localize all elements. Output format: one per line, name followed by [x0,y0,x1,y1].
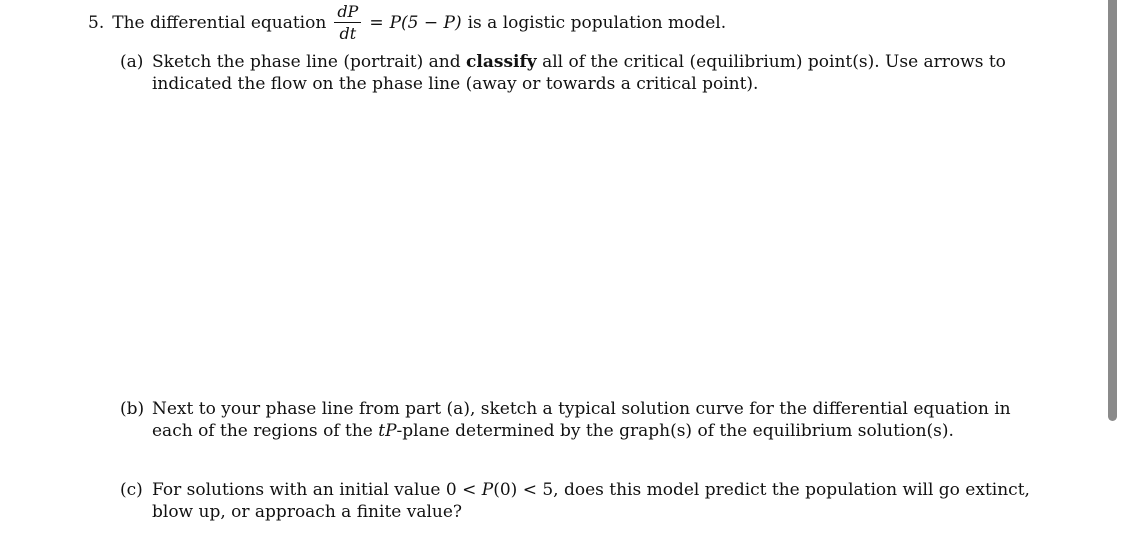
part-c-text [152,479,1055,523]
problem-statement [88,2,726,44]
equals-sign: = [369,13,384,33]
part-b [120,398,1055,442]
problem-intro: The differential equation [112,13,327,33]
problem-number: 5. [88,13,105,33]
part-c [120,479,1055,523]
part-b-ital: tP [378,421,397,441]
derivative-fraction [334,4,361,42]
part-c-label: (c) [120,480,143,500]
part-b-text-2: -plane determined by the graph(s) of the equilibrium solution(s). [396,421,954,441]
fraction-numerator: dP [334,4,361,23]
fraction-denominator: dt [339,24,357,43]
part-b-label: (b) [120,399,145,419]
part-a-text-2: all of the critical (equilibrium) point(s). Use arrows to indicated the flow on the phase line (away or towards a critical point). [152,52,1006,94]
part-b-text [152,398,1055,442]
part-c-text-1: For solutions with an initial value 0 < [152,480,482,500]
problem-tail: is a logistic population model. [467,13,727,33]
equation-rhs: P(5 − P) [389,13,462,33]
part-a-text-1: Sketch the phase line (portrait) and [152,52,467,72]
part-a-label: (a) [120,52,144,72]
part-a-bold: classify [466,52,537,72]
vertical-scrollbar[interactable] [1108,0,1117,421]
part-a-text [152,51,1055,95]
part-a [120,51,1055,95]
part-c-ital: P [481,480,494,500]
part-c-text-2: (0) < 5, does this model predict the population will go extinct, blow up, or approach a finite value? [152,480,1030,522]
part-b-text-1: Next to your phase line from part (a), sketch a typical solution curve for the differential equation in each of the regions of the [152,399,1011,441]
